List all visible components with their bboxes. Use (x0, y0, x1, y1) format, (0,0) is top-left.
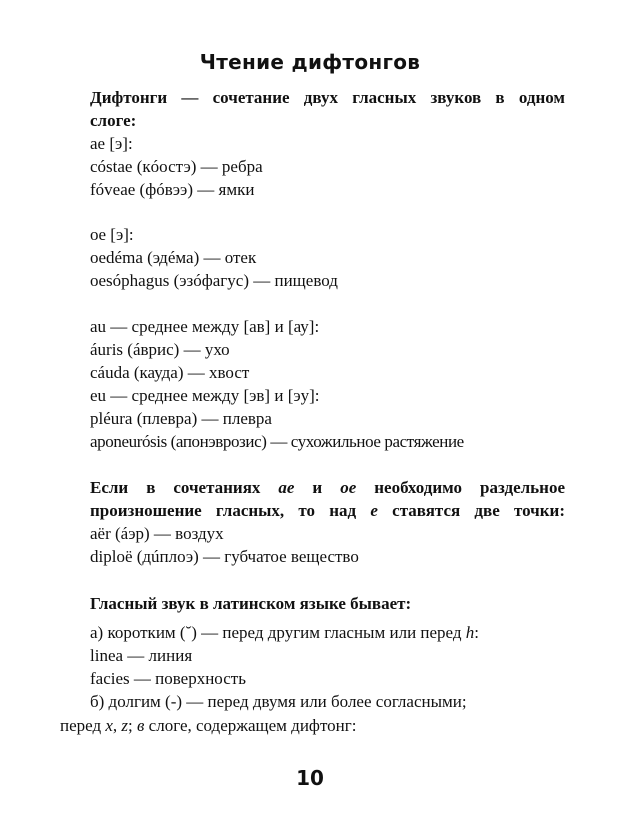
separate-section (90, 476, 565, 568)
separate-e: e (370, 501, 378, 520)
separate-ae: ae (278, 478, 295, 497)
vowel-rule-b-z: z (121, 716, 129, 735)
vowel-section (90, 592, 565, 713)
separate-line-1-mid: и (294, 478, 341, 497)
vowel-rule-b-post: слоге, содержащем дифтонг: (144, 716, 357, 735)
intro-line-1: Дифтонги — сочетание двух гласных звуков в одном (90, 88, 565, 107)
separate-line-2-pre: произношение гласных, то над (90, 501, 371, 520)
vowel-rule-b-line-2-wrap (60, 714, 565, 737)
oe-example-1: oedéma (эдéма) — отек (90, 248, 257, 267)
vowel-rule-b-x: x (105, 716, 113, 735)
au-example-1: áuris (áврис) — ухо (90, 340, 230, 359)
separate-example-2: diploë (дúплоэ) — губчатое вещество (90, 547, 359, 566)
vowel-example-2: facies — поверхность (90, 669, 246, 688)
oe-header: oe [э]: (90, 225, 134, 244)
vowel-rule-a-h: h (465, 623, 475, 642)
oe-section (90, 223, 565, 292)
vowel-rule-a-pre: а) коротким (˘) — перед другим гласным или перед (90, 623, 466, 642)
page-number: 10 (296, 766, 324, 790)
intro-line-2: слоге: (90, 111, 137, 130)
eu-example-2: aponeurósis (апонэврозис) — сухожильное растяжение (90, 432, 464, 451)
eu-header: eu — среднее между [эв] и [эу]: (90, 386, 320, 405)
oe-example-2: oesóphagus (эзóфагус) — пищевод (90, 271, 338, 290)
au-eu-section (90, 315, 565, 453)
separate-line-2-post: ставятся две точки: (377, 501, 565, 520)
vowel-heading: Гласный звук в латинском языке бывает: (90, 594, 412, 613)
vowel-rule-b-comma: , (112, 716, 122, 735)
intro-paragraph (90, 86, 565, 201)
ae-header: ae [э]: (90, 134, 133, 153)
page-title: Чтение дифтонгов (199, 50, 421, 74)
vowel-example-1: linea — линия (90, 646, 193, 665)
eu-example-1: pléura (плевра) — плевра (90, 409, 272, 428)
vowel-rule-b-in: в (137, 716, 145, 735)
separate-example-1: aër (áэр) — воздух (90, 524, 224, 543)
separate-line-1 (90, 476, 565, 499)
au-example-2: cáuda (кауда) — хвост (90, 363, 250, 382)
ae-example-2: fóveae (фóвээ) — ямки (90, 180, 255, 199)
separate-line-1-pre: Если в сочетаниях (90, 478, 279, 497)
separate-oe: oe (340, 478, 357, 497)
vowel-rule-b-semi: ; (128, 716, 138, 735)
vowel-rule-b-pre: перед (60, 716, 106, 735)
au-header: au — среднее между [ав] и [ау]: (90, 317, 320, 336)
vowel-rule-b-line-2 (60, 714, 565, 737)
vowel-rule-b-line-1: б) долгим (-) — перед двумя или более согласными; (90, 692, 467, 711)
separate-line-1-post: необходимо раздельное (356, 478, 565, 497)
vowel-rule-a (90, 621, 565, 644)
vowel-rule-a-post: : (474, 623, 480, 642)
ae-example-1: cóstae (кóостэ) — ребра (90, 157, 263, 176)
separate-line-2 (90, 499, 565, 522)
